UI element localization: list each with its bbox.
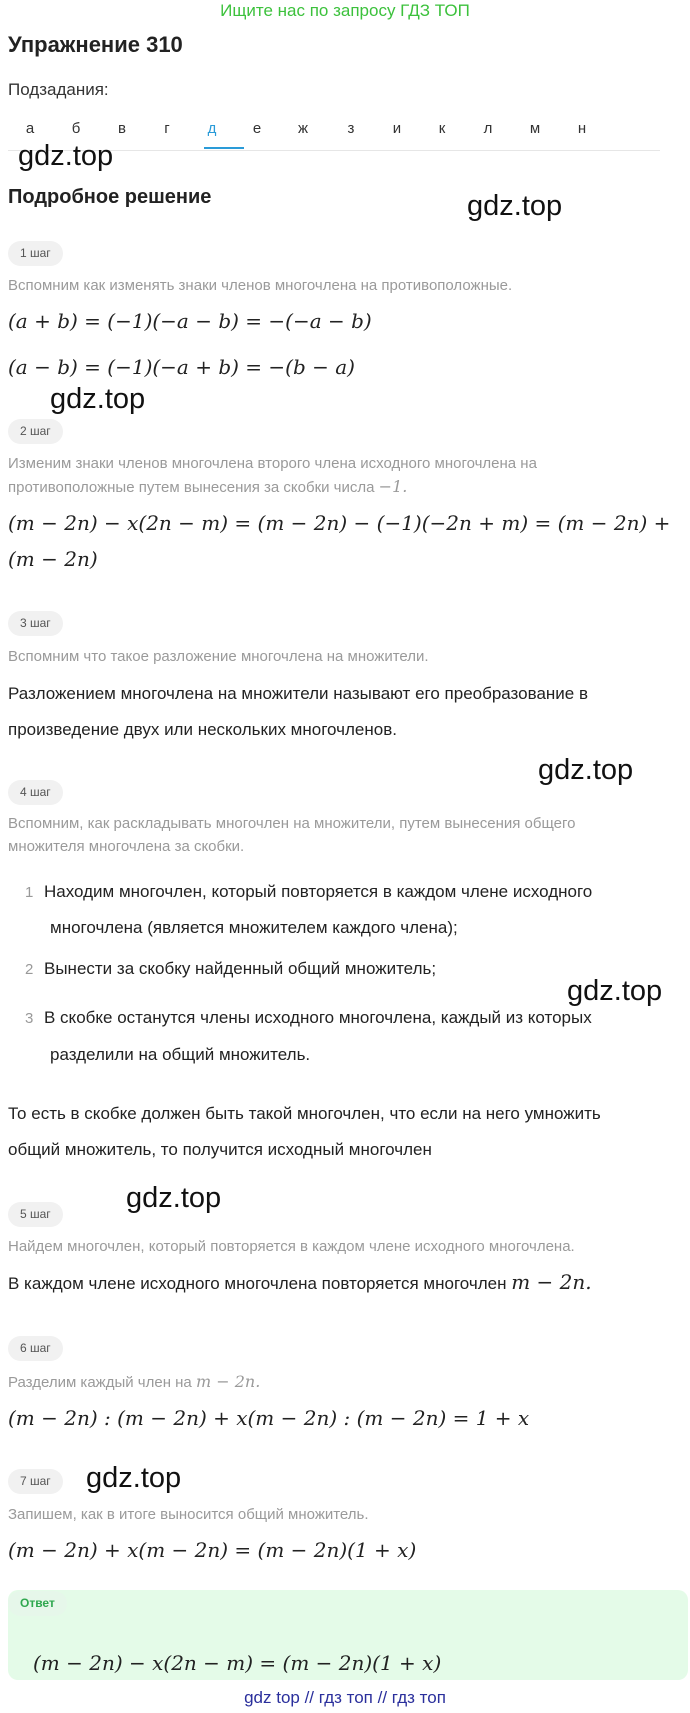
step-hint: множителя многочлена за скобки. [8,838,245,855]
tab-n[interactable]: н [577,120,587,137]
list-item: многочлена (является множителем каждого члена); [50,918,458,937]
watermark: gdz.top [467,190,563,222]
list-item: разделили на общий множитель. [50,1045,311,1064]
watermark: gdz.top [567,975,663,1007]
tab-g[interactable]: г [164,120,170,137]
watermark: gdz.top [538,754,634,786]
tab-b[interactable]: б [71,120,81,137]
result-text [8,1264,592,1302]
step-hint: Запишем, как в итоге выносится общий множитель. [8,1506,369,1523]
step-badge: 6 шаг [8,1336,63,1361]
watermark: gdz.top [18,140,114,172]
tab-i[interactable]: и [392,120,402,137]
step-badge: 5 шаг [8,1202,63,1227]
step-badge: 1 шаг [8,241,63,266]
tab-a[interactable]: а [25,120,35,137]
tab-zh[interactable]: ж [297,120,309,137]
formula: (m − 2n) + x(m − 2n) = (m − 2n)(1 + x) [8,1538,417,1562]
formula: (a − b) = (−1)(−a + b) = −(b − a) [8,355,355,379]
tab-l[interactable]: л [483,120,493,137]
step-hint [8,475,407,499]
active-tab-indicator [204,147,244,149]
formula: (m − 2n) [8,547,98,571]
inline-formula: m − 2n. [511,1270,592,1294]
promo-banner: Ищите нас по запросу ГДЗ ТОП [220,1,470,20]
step-badge: 7 шаг [8,1469,63,1494]
step-hint: Вспомним, как раскладывать многочлен на множители, путем вынесения общего [8,815,576,832]
step-hint-text: Разделим каждый член на [8,1374,192,1391]
list-item: В скобке останутся члены исходного многочлена, каждый из которых [44,1008,592,1027]
step-hint: Изменим знаки членов многочлена второго члена исходного многочлена на [8,455,537,472]
step-hint: Вспомним как изменять знаки членов многочлена на противоположные. [8,277,513,294]
list-item-number: 3 [25,1010,34,1027]
step-badge: 4 шаг [8,780,63,805]
watermark: gdz.top [50,383,146,415]
tab-e[interactable]: е [252,120,262,137]
list-item-number: 2 [25,961,34,978]
step-hint [8,1370,260,1394]
answer-badge: Ответ [8,1591,67,1616]
subtasks-label: Подзадания: [8,80,109,99]
formula: (a + b) = (−1)(−a − b) = −(−a − b) [8,309,372,333]
result-text-label: В каждом члене исходного многочлена повторяется многочлен [8,1274,507,1293]
formula: (m − 2n) : (m − 2n) + x(m − 2n) : (m − 2n) = 1 + x [8,1406,530,1430]
watermark: gdz.top [86,1462,182,1494]
step-hint: Вспомним что такое разложение многочлена на множители. [8,648,429,665]
page-title: Упражнение 310 [8,32,183,57]
explanation-text: То есть в скобке должен быть такой многочлен, что если на него умножить [8,1104,601,1123]
tab-m[interactable]: м [529,120,541,137]
step-hint: Найдем многочлен, который повторяется в каждом члене исходного многочлена. [8,1238,575,1255]
footer-links[interactable]: gdz top // гдз топ // гдз топ [244,1688,446,1707]
step-hint-text: противоположные путем вынесения за скобки числа [8,479,375,496]
tab-z[interactable]: з [347,120,355,137]
list-item: Вынести за скобку найденный общий множитель; [44,959,437,978]
answer-formula: (m − 2n) − x(2n − m) = (m − 2n)(1 + x) [33,1651,442,1675]
solution-heading: Подробное решение [8,186,212,208]
tab-k[interactable]: к [438,120,446,137]
step-badge: 3 шаг [8,611,63,636]
tab-v[interactable]: в [118,120,126,137]
list-item-number: 1 [25,884,34,901]
watermark: gdz.top [126,1182,222,1214]
definition-text: произведение двух или нескольких многочленов. [8,720,397,739]
explanation-text: общий множитель, то получится исходный многочлен [8,1140,432,1159]
formula: (m − 2n) − x(2n − m) = (m − 2n) − (−1)(−2n + m) = (m − 2n) + [8,511,671,535]
step-badge: 2 шаг [8,419,63,444]
tab-d[interactable]: д [207,120,217,137]
hint-formula: −1. [378,477,408,496]
definition-text: Разложением многочлена на множители называют его преобразование в [8,684,589,703]
hint-formula: m − 2n. [195,1372,261,1391]
list-item: Находим многочлен, который повторяется в каждом члене исходного [44,882,593,901]
